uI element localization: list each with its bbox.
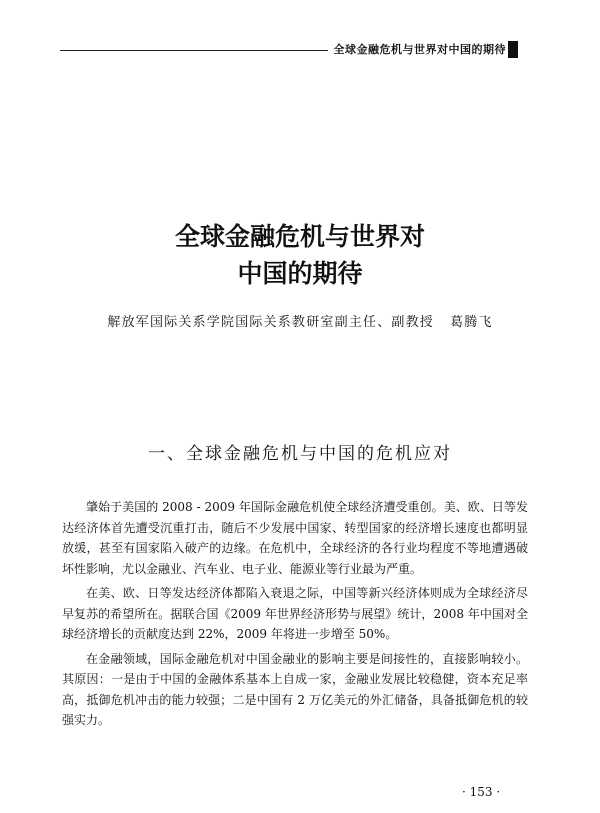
article-title-line-2: 中国的期待 — [237, 259, 363, 288]
author-byline: 解放军国际关系学院国际关系教研室副主任、副教授 葛腾飞 — [107, 315, 493, 330]
section-heading: 一、全球金融危机与中国的危机应对 — [148, 444, 452, 464]
article-title-line-1: 全球金融危机与世界对 — [174, 222, 425, 251]
running-header-title: 全球金融危机与世界对中国的期待 — [328, 41, 507, 57]
paragraph-2: 在美、欧、日等发达经济体都陷入衰退之际，中国等新兴经济体则成为全球经济尽早复苏的希望所在。据联合国《2009 年世界经济形势与展望》统计，2008 年中国对全球经济增长的贡献度达到 22%，2009 年将进一步增至 50%。 — [62, 586, 528, 641]
paragraph-3: 在金融领域，国际金融危机对中国金融业的影响主要是间接性的，直接影响较小。其原因：一是由于中国的金融体系基本上自成一家，金融业发展比较稳健，资本充足率高，抵御危机冲击的能力较强；二是中国有 2 万亿美元的外汇储备，具备抵御危机的较强实力。 — [62, 651, 528, 727]
body-text — [62, 497, 528, 735]
article-title — [0, 218, 600, 292]
header-block-marker — [508, 41, 518, 58]
page-number: · 153 · — [462, 785, 501, 799]
running-header — [0, 40, 600, 60]
paragraph-1: 肇始于美国的 2008 - 2009 年国际金融危机使全球经济遭受重创。美、欧、日等发达经济体首先遭受沉重打击，随后不少发展中国家、转型国家的经济增长速度也都明显放缓，甚至有国家陷入破产的边缘。在危机中，全球经济的各行业均程度不等地遭遇破坏性影响，尤以金融业、汽车业、电子业、能源业等行业最为严重。 — [62, 500, 528, 576]
